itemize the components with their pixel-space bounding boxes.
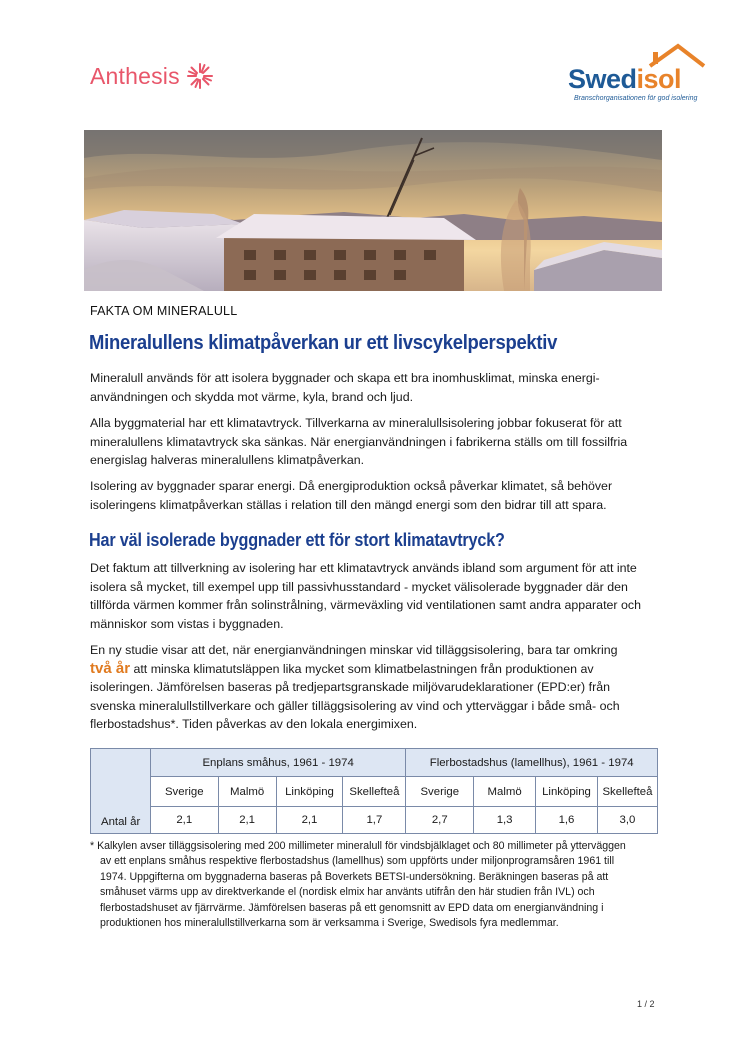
text-line: Mineralull används för att isolera byggnader och skapa ett bra inomhusklimat, minska energi- [90, 371, 600, 385]
value-cell: 1,6 [536, 807, 598, 834]
text-line: flerbostadshus*. Tiden påverkas av den lokala energimixen. [90, 717, 418, 732]
footnote-line: flerbostadshuset av fjärrvärme. Jämförelsen baseras på ett genomsnitt av EPD data om energianvändning i [100, 901, 604, 914]
value-cell: 3,0 [597, 807, 657, 834]
city-header: Malmö [218, 777, 276, 807]
group-header: Enplans småhus, 1961 - 1974 [150, 749, 406, 777]
payback-table [90, 748, 658, 834]
text-line: isoleringen. Jämförelsen baseras på tredjepartsgranskade miljövarudeklarationer (EPD:er) från [90, 680, 610, 695]
text-line: isolera så mycket, till exempel upp till passivhusstandard - mycket välisolerade byggnader där den [90, 579, 628, 594]
swedisol-wordmark: Swedisol [568, 64, 682, 94]
anthesis-logo [90, 62, 214, 90]
city-header: Linköping [536, 777, 598, 807]
text-line: svenska mineralullstillverkare och gäller tilläggsisolering av vind och ytterväggar i både små- och [90, 698, 620, 713]
swedisol-logo [566, 40, 706, 106]
kicker-label: FAKTA OM MINERALULL [90, 304, 238, 318]
value-cell: 1,7 [343, 807, 406, 834]
footnote-line: småhuset värms upp av direktverkande el (nordisk elmix har använts utifrån den här studien från IVL) och [100, 886, 595, 899]
intro-paragraph-1 [90, 369, 670, 406]
text-line: En ny studie visar att det, när energianvändningen minskar vid tilläggsisolering, bara tar omkring [90, 643, 618, 657]
city-header: Skellefteå [343, 777, 406, 807]
value-cell: 2,7 [406, 807, 474, 834]
footnote-line: produktionen hos mineralullstillverkarna som är verksamma i Sverige, Swedisols fyra medlemmar. [100, 917, 559, 930]
city-header: Sverige [150, 777, 218, 807]
value-cell: 2,1 [276, 807, 343, 834]
footnote [90, 839, 670, 931]
text-line: tillförda värmen kommer från solinstrålning, värmeväxling vid ventilationen samt andra apparater och [90, 598, 641, 613]
anthesis-wordmark: Anthesis [90, 62, 180, 89]
text-line: användningen och skydda mot värme, kyla, brand och ljud. [90, 389, 414, 404]
value-cell: 1,3 [474, 807, 536, 834]
swedisol-tagline: Branschorganisationen för god isolering [574, 95, 698, 102]
text-line: två år att minska klimatutsläppen lika mycket som klimatbelastningen från produktionen av [90, 659, 594, 677]
group-header: Flerbostadshus (lamellhus), 1961 - 1974 [406, 749, 658, 777]
section-heading: Har väl isolerade byggnader ett för stort klimatavtryck? [89, 530, 505, 550]
text-line: Det faktum att tillverkning av isolering har ett klimatavtryck används ibland som argument för att inte [90, 561, 637, 575]
highlight-two-years: två år [90, 659, 131, 677]
city-header: Malmö [474, 777, 536, 807]
anthesis-burst-icon [186, 62, 214, 90]
page-title: Mineralullens klimatpåverkan ur ett livscykelperspektiv [89, 331, 558, 354]
city-header: Sverige [406, 777, 474, 807]
footnote-line: av ett enplans småhus respektive flerbostadshus (lamellhus) som uppförts under miljonprogramsåren 1961 till [100, 855, 615, 868]
page-number: 1 / 2 [637, 999, 655, 1009]
value-cell: 2,1 [218, 807, 276, 834]
section-paragraph-1 [90, 559, 670, 633]
text-line: energislag halveras mineralullens klimatpåverkan. [90, 453, 365, 468]
section-paragraph-2 [90, 641, 670, 734]
footnote-line: 1974. Uppgifterna om byggnaderna baseras på Boverkets BETSI-undersökning. Beräkningen baseras på att [100, 870, 609, 883]
text-line: människor som vistas i byggnaden. [90, 616, 284, 631]
intro-paragraph-3 [90, 477, 670, 514]
text-line: isoleringens klimatpåverkan ställas i relation till den mängd energi som den bidrar till att spara. [90, 497, 607, 512]
text-line: Alla byggmaterial har ett klimatavtryck. Tillverkarna av mineralullsisolering jobbar fokuserat för att [90, 416, 622, 430]
text-line: mineralullens klimatavtryck ska sänkas. När energianvändningen i fabrikerna ställs om till fossilfria [90, 434, 628, 449]
intro-paragraph-2 [90, 414, 670, 470]
city-header: Skellefteå [597, 777, 657, 807]
hero-winter-photo [84, 130, 662, 291]
city-header: Linköping [276, 777, 343, 807]
row-label-cell: Antal år [91, 749, 151, 834]
value-cell: 2,1 [150, 807, 218, 834]
text-line: Isolering av byggnader sparar energi. Då energiproduktion också påverkar klimatet, så behöver [90, 479, 613, 493]
footnote-line: * Kalkylen avser tilläggsisolering med 200 millimeter mineralull för vindsbjälklaget och 80 millimeter på ytterväggen [90, 840, 626, 852]
